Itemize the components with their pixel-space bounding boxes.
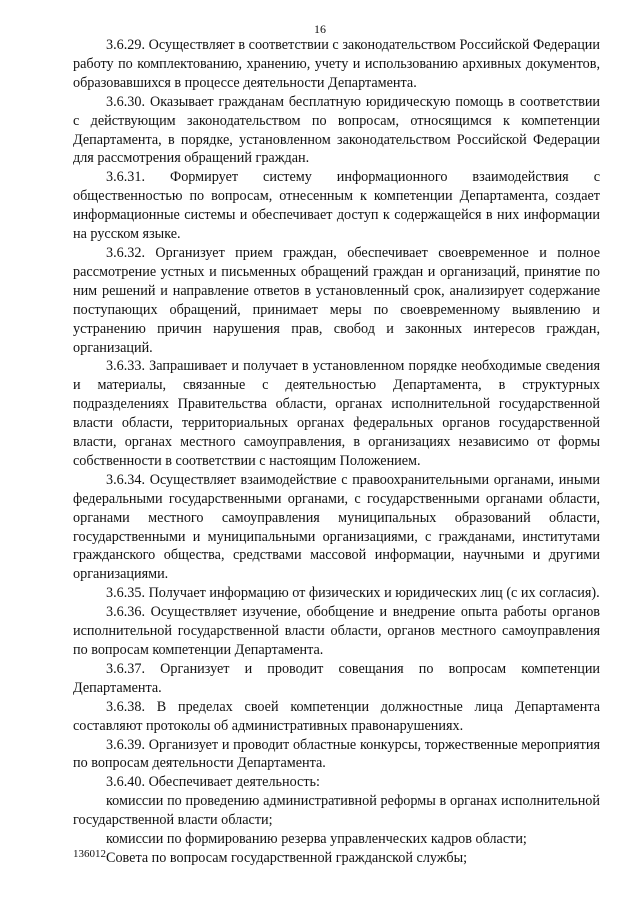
paragraph-3-6-37: 3.6.37. Организует и проводит совещания по вопросам компетенции Департамента.: [73, 660, 600, 696]
paragraph-3-6-39: 3.6.39. Организует и проводит областные конкурсы, торжественные мероприятия по вопросам деятельности Департамента.: [73, 736, 600, 772]
page-number: 16: [314, 22, 326, 36]
list-item-admin-reform-commission: комиссии по проведению административной реформы в органах исполнительной государственной власти области;: [73, 793, 600, 829]
list-item-personnel-reserve-commission: комиссии по формированию резерва управленческих кадров области;: [106, 831, 527, 848]
paragraph-3-6-29: 3.6.29. Осуществляет в соответствии с законодательством Российской Федерации работу по комплектованию, хранению, учету и использованию архивных документов, образовавшихся в процессе деятельности Департамента.: [73, 37, 600, 91]
paragraph-3-6-32: 3.6.32. Организует прием граждан, обеспечивает своевременное и полное рассмотрение устных и письменных обращений граждан и организаций, принятие по ним решений и направление ответов в установленный срок, анализирует содержание поступающих обращений, принимает меры по своевременному выявлению и устранению причин нарушения прав, свобод и законных интересов граждан, организаций.: [73, 244, 600, 356]
paragraph-3-6-31: 3.6.31. Формирует систему информационного взаимодействия с общественностью по вопросам, отнесенным к компетенции Департамента, создает информационные системы и обеспечивает доступ к содержащейся в них информации на русском языке.: [73, 169, 600, 243]
paragraph-3-6-36: 3.6.36. Осуществляет изучение, обобщение и внедрение опыта работы органов исполнительной государственной власти области, органов местного самоуправления по вопросам компетенции Департамента.: [73, 604, 600, 658]
paragraph-3-6-30: 3.6.30. Оказывает гражданам бесплатную юридическую помощь в соответствии с действующим законодательством по вопросам, относящимся к компетенции Департамента, в порядке, установленном законодательством Российской Федерации для рассмотрения обращений граждан.: [73, 93, 600, 167]
paragraph-3-6-38: 3.6.38. В пределах своей компетенции должностные лица Департамента составляют протоколы об административных правонарушениях.: [73, 698, 600, 734]
document-body: [73, 36, 600, 868]
footer-code: 136012: [73, 848, 106, 860]
paragraph-3-6-33: 3.6.33. Запрашивает и получает в установленном порядке необходимые сведения и материалы, связанные с деятельностью Департамента, в структурных подразделениях Правительства области, органах исполнительной государственной власти области, территориальных органах федеральных органов государственной власти, органах местного самоуправления, в организациях независимо от формы собственности в соответствии с настоящим Положением.: [73, 358, 600, 469]
paragraph-3-6-40: 3.6.40. Обеспечивает деятельность:: [106, 774, 320, 791]
paragraph-3-6-35: 3.6.35. Получает информацию от физических и юридических лиц (с их согласия).: [106, 585, 600, 602]
paragraph-3-6-34: 3.6.34. Осуществляет взаимодействие с правоохранительными органами, иными федеральными государственными органами, с государственными органами области, органами местного самоуправления муниципальных образований области, государственными и муниципальными организациями, с гражданами, институтами гражданского общества, средствами массовой информации, научными и другими организациями.: [73, 471, 600, 583]
list-item-civil-service-council: Совета по вопросам государственной гражданской службы;: [106, 849, 468, 866]
